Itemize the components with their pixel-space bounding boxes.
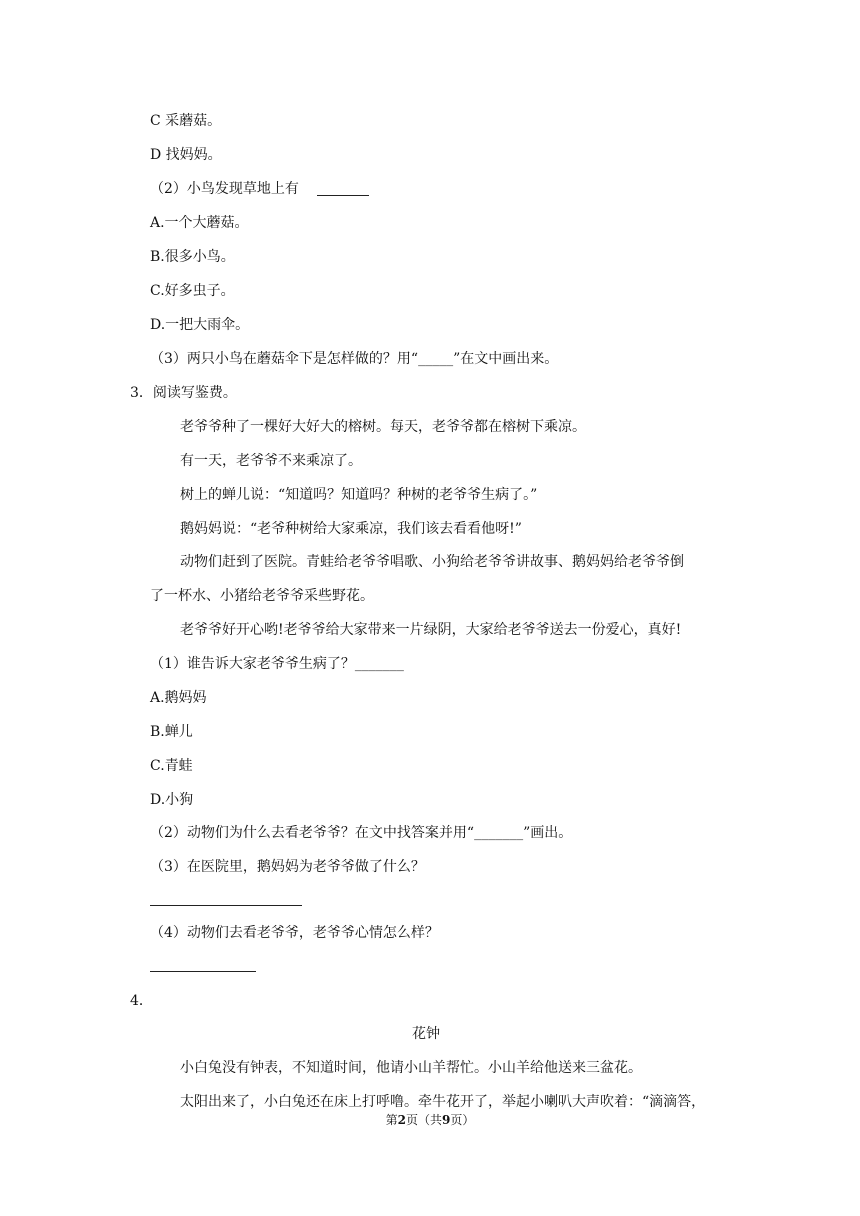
footer-total-pages: 9 xyxy=(442,1113,451,1127)
q2-sub3: （3）两只小鸟在蘑菇伞下是怎样做的？用“_____”在文中画出来。 xyxy=(150,351,559,367)
q4-number: 4． xyxy=(130,993,153,1009)
q3-sub1-option: D.小狗 xyxy=(150,792,194,808)
q3-passage-line: 老爷爷好开心哟!老爷爷给大家带来一片绿阴，大家给老爷爷送去一份爱心，真好! xyxy=(180,622,682,638)
q2-sub2-option: C.好多虫子。 xyxy=(150,283,235,299)
q3-sub1-option: B.蝉儿 xyxy=(150,724,193,740)
q4-paragraph: 太阳出来了，小白兔还在床上打呼噜。牵牛花开了，举起小喇叭大声吹着：“滴滴答， xyxy=(180,1094,706,1110)
q2-option-d: D 找妈妈。 xyxy=(150,147,222,163)
q2-sub2-prompt: （2）小鸟发现草地上有 xyxy=(150,181,299,197)
q3-sub3: （3）在医院里，鹅妈妈为老爷爷做了什么？ xyxy=(150,859,425,875)
q3-passage-line: 了一杯水、小猪给老爷爷采些野花。 xyxy=(150,588,374,604)
q3-passage-line: 动物们赶到了医院。青蛙给老爷爷唱歌、小狗给老爷爷讲故事、鹅妈妈给老爷爷倒 xyxy=(180,554,684,570)
q3-passage-line: 有一天，老爷爷不来乘凉了。 xyxy=(180,453,362,469)
q3-passage-line: 树上的蝉儿说：“知道吗？知道吗？种树的老爷爷生病了。” xyxy=(180,487,538,503)
q4-paragraph: 小白兔没有钟表，不知道时间，他请小山羊帮忙。小山羊给他送来三盆花。 xyxy=(180,1060,642,1076)
q3-sub4: （4）动物们去看老爷爷，老爷爷心情怎么样？ xyxy=(150,925,439,941)
q3-heading: 3．阅读写鉴费。 xyxy=(130,385,237,401)
q3-sub1-option: A.鹅妈妈 xyxy=(150,690,207,706)
footer-text: 第 xyxy=(385,1113,398,1127)
q3-sub1-option: C.青蛙 xyxy=(150,758,193,774)
q2-sub2-option: D.一把大雨伞。 xyxy=(150,317,250,333)
page-footer xyxy=(0,1111,860,1128)
q3-passage-line: 鹅妈妈说：“老爷种树给大家乘凉，我们该去看看他呀!” xyxy=(180,521,522,537)
q2-option-c: C 采蘑菇。 xyxy=(150,113,222,129)
footer-text: 页（共 xyxy=(405,1113,442,1127)
q2-sub2-option: B.很多小鸟。 xyxy=(150,249,235,265)
footer-page-number: 2 xyxy=(397,1113,406,1127)
footer-text: 页） xyxy=(450,1113,475,1127)
q2-sub2-blank xyxy=(317,195,369,196)
q2-sub2-option: A.一个大蘑菇。 xyxy=(150,215,249,231)
q3-sub4-answer-line xyxy=(150,971,256,972)
q3-sub1: （1）谁告诉大家老爷爷生病了？_______ xyxy=(150,656,404,672)
q4-title: 花钟 xyxy=(412,1026,440,1042)
q3-sub3-answer-line xyxy=(150,905,302,906)
q3-passage-line: 老爷爷种了一棵好大好大的榕树。每天，老爷爷都在榕树下乘凉。 xyxy=(180,419,586,435)
q3-sub2: （2）动物们为什么去看老爷爷？在文中找答案并用“_______”画出。 xyxy=(150,825,573,841)
